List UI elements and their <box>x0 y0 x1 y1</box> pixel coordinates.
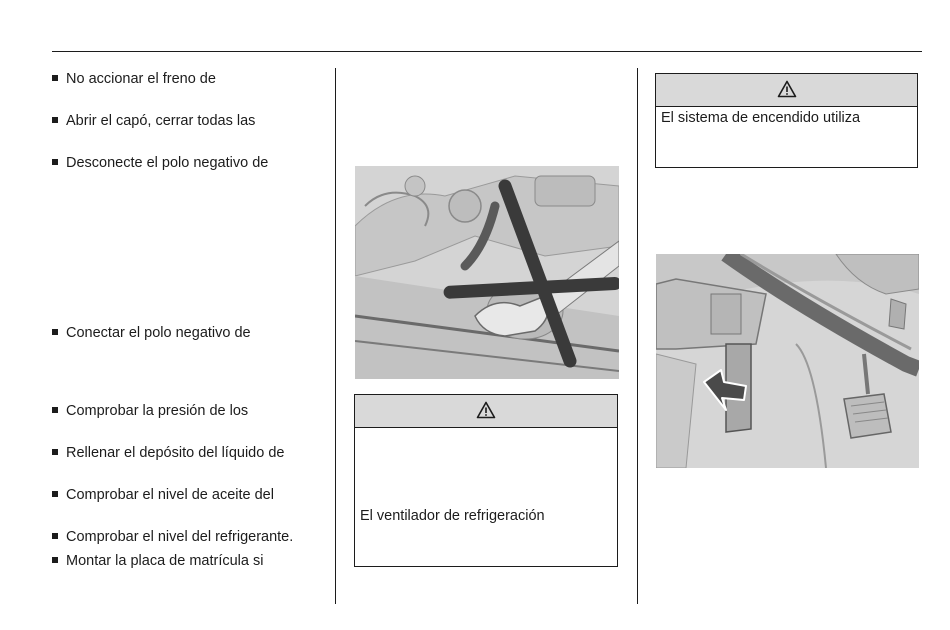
bullet-square-icon <box>52 117 58 123</box>
bullet-square-icon <box>52 75 58 81</box>
bullet-square-icon <box>52 329 58 335</box>
bullet-square-icon <box>52 449 58 455</box>
warning-box <box>354 394 618 567</box>
bullet-item: Desconecte el polo negativo de <box>52 154 268 172</box>
warning-text: El sistema de encendido utiliza <box>661 110 861 126</box>
bullet-item: Conectar el polo negativo de <box>52 324 251 342</box>
bullet-item: No accionar el freno de <box>52 70 216 88</box>
bullet-item: Comprobar el nivel del refrigerante. <box>52 528 293 546</box>
dashboard-pedal-illustration <box>656 254 919 468</box>
column-divider <box>335 68 336 604</box>
bullet-item: Montar la placa de matrícula si <box>52 552 263 570</box>
bullet-square-icon <box>52 491 58 497</box>
warning-box <box>655 73 918 168</box>
bullet-item: Abrir el capó, cerrar todas las <box>52 112 255 130</box>
warning-triangle-icon <box>476 401 496 419</box>
bullet-square-icon <box>52 557 58 563</box>
bullet-square-icon <box>52 407 58 413</box>
warning-text: El ventilador de refrigeración <box>360 508 545 524</box>
warning-triangle-icon <box>777 80 797 98</box>
bullet-square-icon <box>52 159 58 165</box>
header-rule <box>52 51 922 52</box>
column-divider <box>637 68 638 604</box>
warning-header <box>355 395 617 428</box>
engine-fan-illustration <box>355 166 619 379</box>
bullet-item: Rellenar el depósito del líquido de <box>52 444 284 462</box>
bullet-item: Comprobar el nivel de aceite del <box>52 486 274 504</box>
warning-header <box>656 74 917 107</box>
bullet-item: Comprobar la presión de los <box>52 402 248 420</box>
bullet-square-icon <box>52 533 58 539</box>
